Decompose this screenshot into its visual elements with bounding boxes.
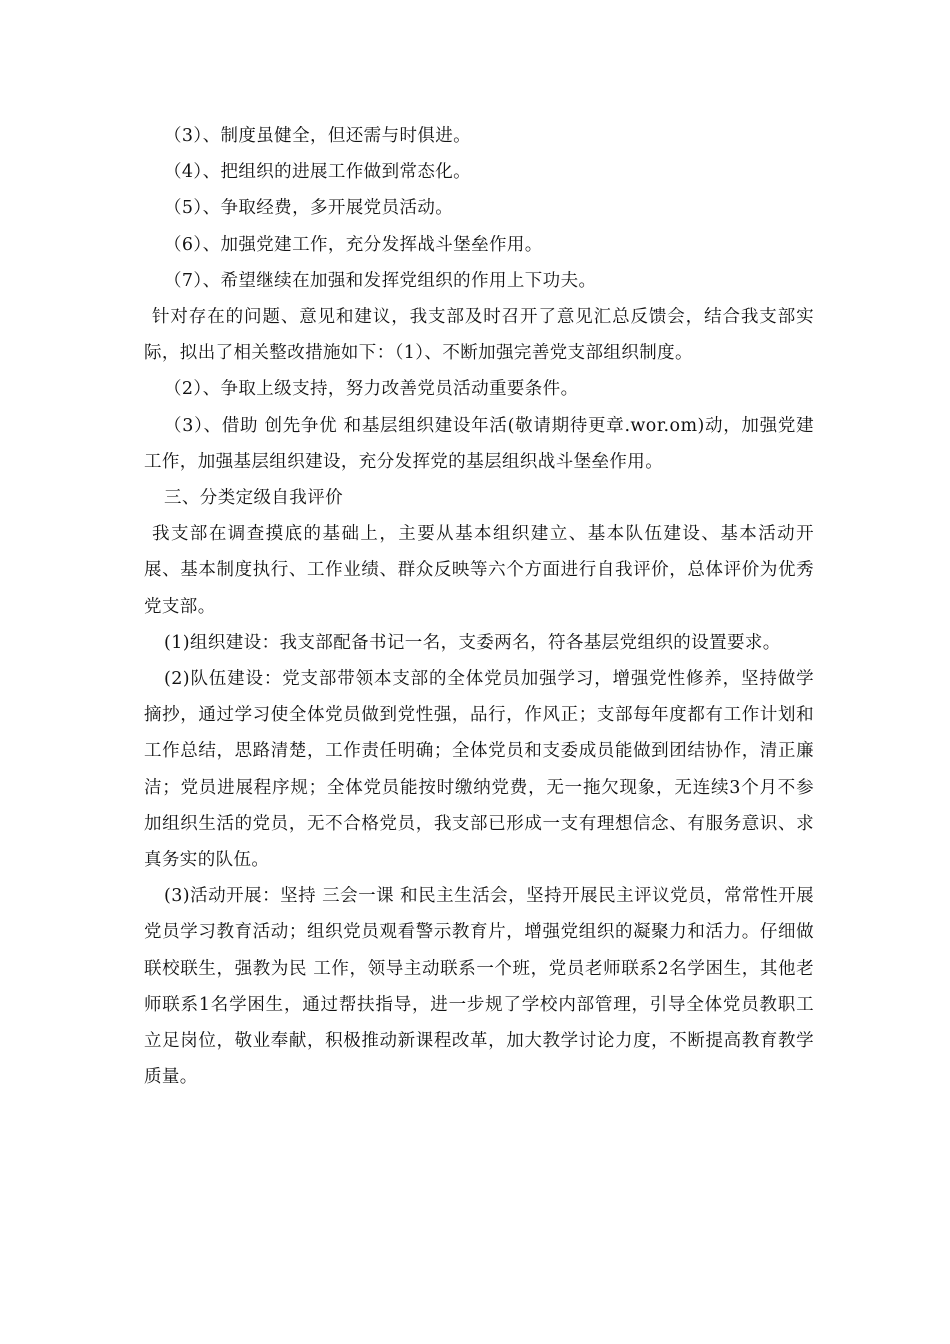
activity-paragraph: (3)活动开展：坚持 三会一课 和民主生活会，坚持开展民主评议党员，常常性开展党员学习教育活动；组织党员观看警示教育片，增强党组织的凝聚力和活力。仔细做 联校联生，强教为民 工作，领导主动联系一个班，党员老师联系2名学困生，其他老师联系1名学困生，通过帮扶指导，进一步规了学校内部管理，引导全体党员教职工立足岗位，敬业奉献，积极推动新课程改革，加大教学讨论力度，不断提高教育教学质量。 [144,886,814,1088]
list-item-6: （6）、加强党建工作，充分发挥战斗堡垒作用。 [164,234,543,255]
team-building-paragraph: (2)队伍建设：党支部带领本支部的全体党员加强学习，增强党性修养，坚持做学摘抄，通过学习使全体党员做到党性强，品行，作风正；支部每年度都有工作计划和工作总结，思路清楚，工作责任明确；全体党员和支委成员能做到团结协作，清正廉洁；党员进展程序规；全体党员能按时缴纳党费，无一拖欠现象，无连续3个月不参加组织生活的党员，无不合格党员，我支部已形成一支有理想信念、有服务意识、求真务实的队伍。 [144,669,814,871]
organization-building-paragraph: (1)组织建设：我支部配备书记一名，支委两名，符各基层党组织的设置要求。 [164,632,781,653]
self-evaluation-paragraph: 我支部在调查摸底的基础上，主要从基本组织建立、基本队伍建设、基本活动开展、基本制度执行、工作业绩、群众反映等六个方面进行自我评价，总体评价为优秀党支部。 [144,524,814,617]
document-body [144,118,814,1095]
section-heading: 三、分类定级自我评价 [164,488,343,509]
list-item-7: （7）、希望继续在加强和发挥党组织的作用上下功夫。 [164,270,597,291]
rectification-intro-paragraph: 针对存在的问题、意见和建议，我支部及时召开了意见汇总反馈会，结合我支部实际，拟出了相关整改措施如下：（1）、不断加强完善党支部组织制度。 [144,307,814,364]
measure-item-2: （2）、争取上级支持，努力改善党员活动重要条件。 [164,379,579,400]
list-item-5: （5）、争取经费，多开展党员活动。 [164,198,454,219]
list-item-3: （3）、制度虽健全，但还需与时俱进。 [164,126,472,146]
list-item-4: （4）、把组织的进展工作做到常态化。 [164,162,472,183]
measure-item-3: （3）、借助 创先争优 和基层组织建设年活(敬请期待更章.wor.om)动，加强党建工作，加强基层组织建设，充分发挥党的基层组织战斗堡垒作用。 [144,415,814,472]
